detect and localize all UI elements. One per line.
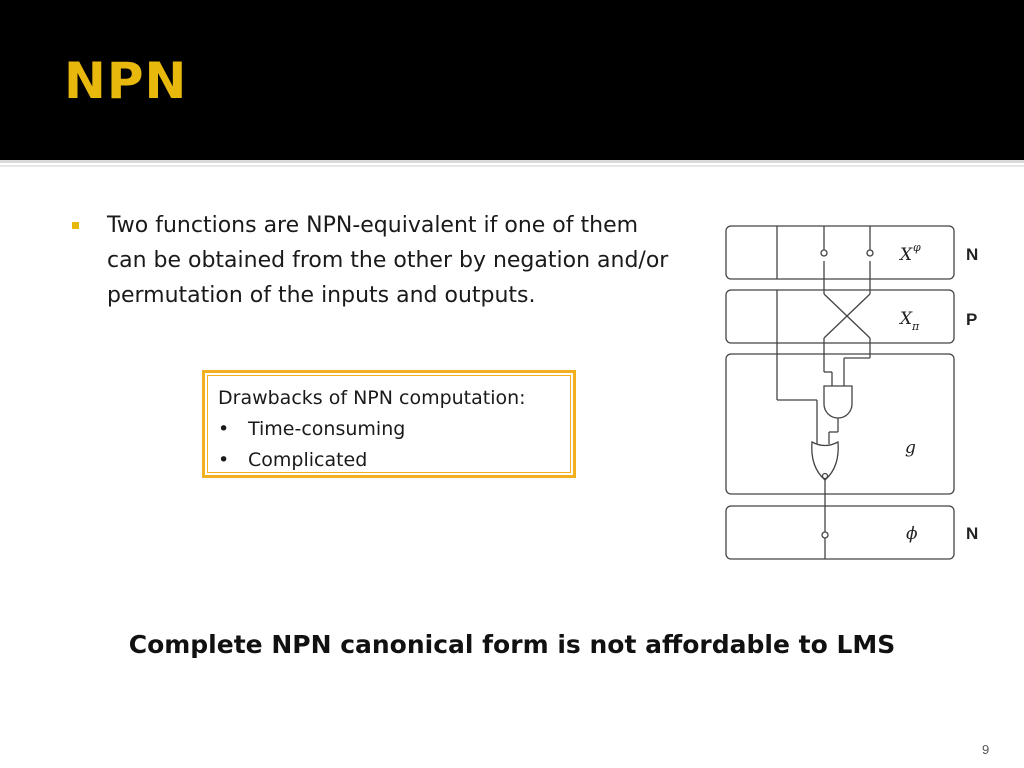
square-bullet-icon xyxy=(72,222,79,229)
stage-variable-sup: φ xyxy=(913,241,921,254)
stage-variable: X xyxy=(900,245,913,265)
stage-tag: N xyxy=(966,245,979,264)
conclusion-text: Complete NPN canonical form is not affordable to LMS xyxy=(128,630,896,659)
bullet-line: permutation of the inputs and outputs. xyxy=(107,283,536,308)
title-divider-secondary xyxy=(0,165,1024,167)
permutation-stage xyxy=(726,290,954,343)
stage-variable: ϕ xyxy=(906,524,918,544)
inverter-bubble-icon xyxy=(821,250,827,256)
stage-tag: N xyxy=(966,524,979,543)
callout-item xyxy=(218,414,560,445)
slide-title: NPN xyxy=(64,52,188,110)
output-bubble-icon xyxy=(823,474,828,479)
function-g-stage xyxy=(726,354,954,494)
drawbacks-callout xyxy=(202,370,576,478)
callout-item xyxy=(218,445,560,476)
callout-heading: Drawbacks of NPN computation: xyxy=(218,387,526,409)
stage-variable-sub: π xyxy=(912,320,920,333)
and-gate-icon xyxy=(824,386,852,418)
callout-item-text: Complicated xyxy=(248,449,368,471)
definition-bullet xyxy=(107,208,707,313)
stage-tag: P xyxy=(966,310,978,329)
bullet-dot-icon: • xyxy=(218,449,230,471)
inverter-bubble-icon xyxy=(822,532,828,538)
callout-item-text: Time-consuming xyxy=(248,418,406,440)
bullet-dot-icon: • xyxy=(218,418,230,440)
page-number: 9 xyxy=(982,742,990,757)
inverter-bubble-icon xyxy=(867,250,873,256)
bullet-line: can be obtained from the other by negation and/or xyxy=(107,248,669,273)
npn-circuit-diagram xyxy=(720,220,990,565)
title-bar xyxy=(0,0,1024,160)
bullet-line: Two functions are NPN-equivalent if one of them xyxy=(107,213,639,238)
stage-variable: g xyxy=(905,438,916,458)
stage-variable: X xyxy=(900,309,913,329)
negation-output-stage xyxy=(726,506,954,559)
title-divider xyxy=(0,160,1024,163)
drawbacks-callout-inner xyxy=(207,375,571,473)
